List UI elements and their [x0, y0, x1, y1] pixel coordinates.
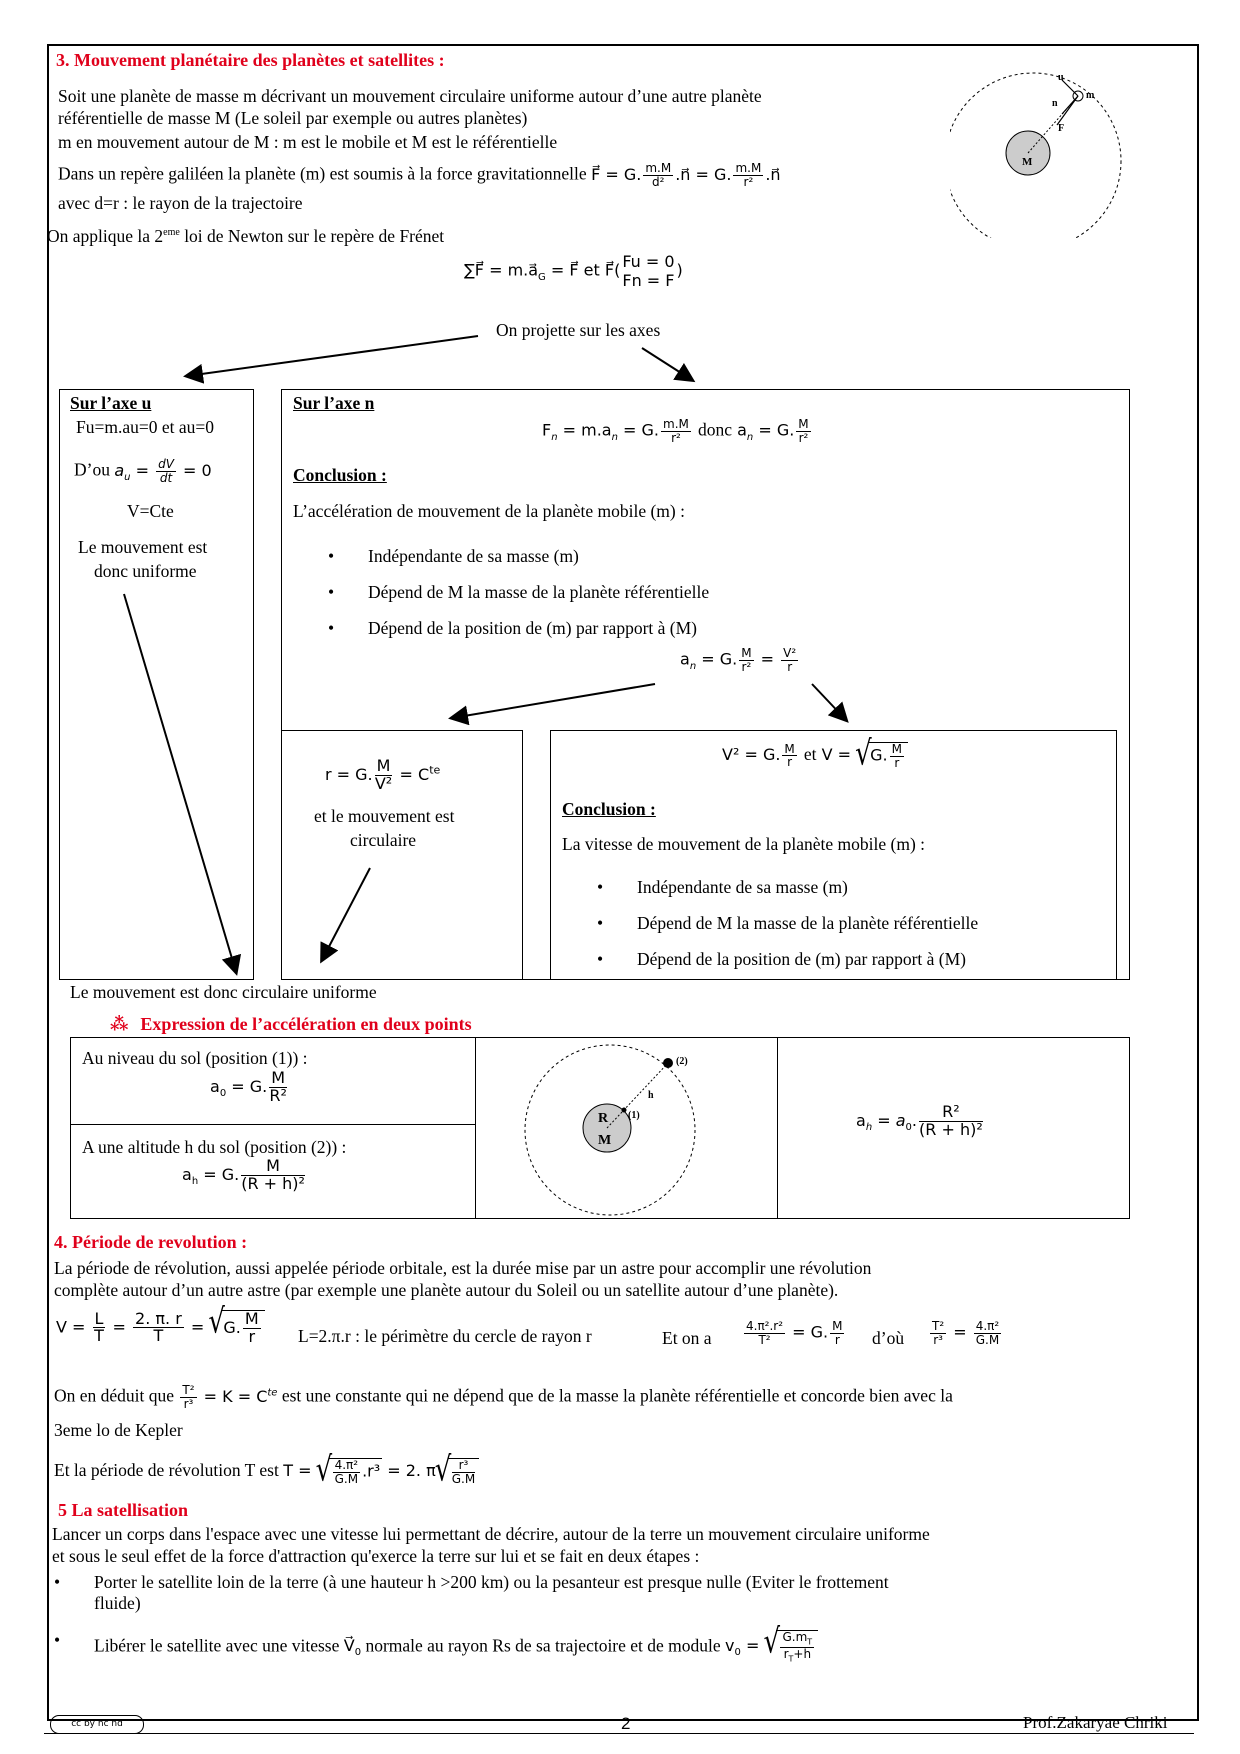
s5-p2: et sous le seul effet de la force d'attraction qu'exerce la terre sur lui et se fait en deux étapes :	[52, 1546, 700, 1566]
label-M-earth: M	[598, 1133, 612, 1148]
r-l1: et le mouvement est	[314, 806, 455, 826]
r-l2: circulaire	[350, 830, 417, 850]
accel-title-text: Expression de l’accélération en deux points	[140, 1014, 472, 1034]
v-formula: V² = G. $\frac{M}{r}$ et V = √ G. $\frac{M}{r}$	[722, 742, 908, 769]
v-bullets	[637, 869, 978, 977]
projette-text: On projette sur les axes	[496, 320, 661, 340]
label-n: n	[1052, 98, 1058, 109]
deduit-pre: On en déduit que	[54, 1385, 175, 1406]
axe-n-bullet: • Indépendante de sa masse (m)	[368, 538, 709, 574]
an-formula: $a_n = G$. $\frac{M}{\text{r²}}$ = $\frac{\text{V²}}{r}$	[680, 646, 797, 674]
deduit-post: est une constante qui ne dépend que de la masse la planète référentielle et concorde bien avec la	[281, 1385, 953, 1406]
periode-text: Et la période de révolution T est	[54, 1460, 279, 1481]
deduit-line: On en déduit que $\frac{\text{T²}}{\text{r³}}$ = $K = C^{te}$ est une constante qui ne dépend que de la masse la planète référentielle et concorde bien avec la	[54, 1383, 953, 1411]
footer-rule	[44, 1733, 1194, 1734]
s5-bullet-2: • Libérer le satellite avec une vitesse $V⃗_0$ normale au rayon Rs de sa trajectoire et de module $v_0$ = √ $\frac{G.m_T}{r_T+h}$	[94, 1630, 889, 1664]
ah-a0-formula: $a_h = a_0$. $\frac{\text{R²}}{\text{(R + h)²}}$	[856, 1102, 983, 1139]
r-formula: r = G. $\frac{M}{\text{V²}}$ = $C^{te}$	[325, 756, 441, 793]
newton-sup: eme	[163, 227, 180, 239]
v-conclusion: Conclusion :	[562, 799, 656, 819]
et-text: et	[803, 744, 817, 765]
point-1	[622, 1108, 627, 1113]
accel-col-div1	[475, 1037, 476, 1218]
accel-sol: Au niveau du sol (position (1)) :	[82, 1048, 308, 1068]
dou-text: D’ou	[74, 459, 110, 480]
axe-n-intro: L’accélération de mouvement de la planète mobile (m) :	[293, 501, 685, 521]
newton-pre: On applique la 2	[47, 226, 164, 246]
newton-post: loi de Newton sur le repère de Frénet	[179, 226, 445, 246]
vector-F	[1057, 96, 1078, 125]
axe-u-l1: Fu=m.au=0 et au=0	[76, 417, 214, 437]
accel-alt: A une altitude h du sol (position (2)) :	[82, 1137, 347, 1157]
v-bullet: • Indépendante de sa masse (m)	[637, 869, 978, 905]
axe-n-title: Sur l’axe n	[293, 393, 375, 413]
cc-license-icon	[50, 1715, 144, 1734]
author: Prof.Zakaryae Chriki	[1023, 1713, 1168, 1732]
dou-text2: d’où	[872, 1328, 905, 1348]
circ-uniform: Le mouvement est donc circulaire uniforme	[70, 982, 377, 1002]
s5-b1b: fluide)	[94, 1593, 141, 1613]
kepler-formula2: $\frac{\text{T²}}{\text{r³}}$ = $\frac{\text{4.π²}}{G.M}$	[932, 1319, 1000, 1347]
ah-formula: $a_h = G$. $\frac{M}{\text{(R + h)²}}$	[182, 1156, 305, 1193]
label-m: m	[1086, 90, 1095, 101]
gravity-formula: F⃗ = G. $\frac{m.M}{\text{d²}}$ .n⃗ = G. $\frac{m.M}{\text{r²}}$ .n⃗	[591, 161, 781, 189]
s3-p3: m en mouvement autour de M : m est le mobile et M est le référentielle	[58, 132, 558, 152]
orbit-diagram	[950, 68, 1130, 238]
v-bullet: • Dépend de M la masse de la planète référentielle	[637, 905, 978, 941]
label-R: R	[598, 1111, 609, 1126]
v-intro: La vitesse de mouvement de la planète mobile (m) :	[562, 834, 926, 854]
donc-text: donc	[697, 419, 732, 440]
altitude-diagram	[510, 1040, 730, 1218]
label-M: M	[1022, 156, 1033, 168]
axe-n-bullet: • Dépend de la position de (m) par rapport à (M)	[368, 610, 709, 646]
perim-text: L=2.π.r : le périmètre du cercle de rayon r	[298, 1326, 592, 1346]
s4-p1: La période de révolution, aussi appelée période orbitale, est la durée mise par un astre pour accomplir une révolution	[54, 1258, 872, 1278]
axe-n-bullets	[368, 538, 709, 646]
axe-n-bullet: • Dépend de M la masse de la planète référentielle	[368, 574, 709, 610]
v-period-formula: V = $\frac{L}{T}$ = $\frac{2. \pi. r}{T}$ = √ G. $\frac{M}{r}$	[56, 1310, 265, 1346]
label-u: u	[1058, 72, 1064, 83]
section3-title: 3. Mouvement planétaire des planètes et satellites :	[56, 50, 445, 70]
newton-formula: ∑F⃗ = $m.a⃗_G$ = F⃗ et F⃗( Fu = 0 Fn = F )	[464, 252, 683, 291]
s3-p4	[58, 162, 781, 188]
s3-p4-text: Dans un repère galiléen la planète (m) est soumis à la force gravitationnelle	[58, 163, 587, 184]
s3-p1: Soit une planète de masse m décrivant un mouvement circulaire uniforme autour d’une autre planète	[58, 86, 762, 106]
accel-col-div2	[777, 1037, 778, 1218]
label-h: h	[648, 1090, 654, 1101]
label-p2: (2)	[676, 1056, 688, 1067]
s5-b2post: normale au rayon Rs de sa trajectoire et de module	[365, 1635, 721, 1656]
label-F: F	[1058, 123, 1065, 134]
v-bullet: • Dépend de la position de (m) par rapport à (M)	[637, 941, 978, 977]
fn-formula: $F_n = m.a_n = G$. $\frac{m.M}{\text{r²}}$ donc $a_n = G$. $\frac{M}{\text{r²}}$	[542, 417, 809, 445]
license-text: cc by nc nd	[71, 1719, 123, 1729]
section4-title: 4. Période de revolution :	[54, 1232, 248, 1252]
axe-u-dou: D’ou $a_u$ = $\frac{dV}{dt}$ = 0	[74, 457, 212, 485]
s5-b2: Libérer le satellite avec une vitesse	[94, 1635, 340, 1656]
s3-p2: référentielle de masse M (Le soleil par exemple ou autres planètes)	[58, 108, 528, 128]
periode-line: Et la période de révolution T est T = √ $\frac{\text{4.π²}}{G.M}$ .r³ = 2. π √ $\frac{\text{r³}}{G.M}$	[54, 1458, 479, 1485]
accel-title: ⁂ Expression de l’accélération en deux points	[110, 1014, 472, 1034]
a0-formula: $a_0 = G$. $\frac{M}{\text{R²}}$	[210, 1068, 287, 1105]
s5-b1a: Porter le satellite loin de la terre (à une hauteur h >200 km) ou la pesanteur est presque nulle (Eviter le frottement	[94, 1572, 889, 1592]
axe-u-title: Sur l’axe u	[70, 393, 152, 413]
s5-p1: Lancer un corps dans l'espace avec une vitesse lui permettant de décrire, autour de la terre un mouvement circulaire uniforme	[52, 1524, 930, 1544]
point-2	[663, 1058, 673, 1068]
kepler-formula1: $\frac{\text{4.π².r²}}{\text{T²}}$ = G. $\frac{M}{r}$	[746, 1319, 843, 1347]
label-p1: (1)	[628, 1110, 640, 1121]
axe-u-l5: donc uniforme	[94, 561, 197, 581]
s3-p5: avec d=r : le rayon de la trajectoire	[58, 193, 303, 213]
accel-row-div	[70, 1124, 476, 1125]
axe-u-vcte: V=Cte	[127, 501, 174, 521]
vector-u	[1062, 80, 1078, 96]
axe-u-l4: Le mouvement est	[78, 537, 208, 557]
axe-n-conclusion: Conclusion :	[293, 465, 387, 485]
s5-bullets	[94, 1572, 889, 1664]
section5-title: 5 La satellisation	[58, 1500, 189, 1520]
newton-line	[47, 226, 444, 247]
eton-text: Et on a	[662, 1328, 712, 1348]
s5-bullet-1	[94, 1572, 889, 1614]
page-number: 2	[621, 1714, 631, 1733]
kepler-text: 3eme lo de Kepler	[54, 1420, 183, 1440]
s4-p2: complète autour d’un autre astre (par exemple une planète autour du Soleil ou un satellite autour d’une planète).	[54, 1280, 839, 1300]
